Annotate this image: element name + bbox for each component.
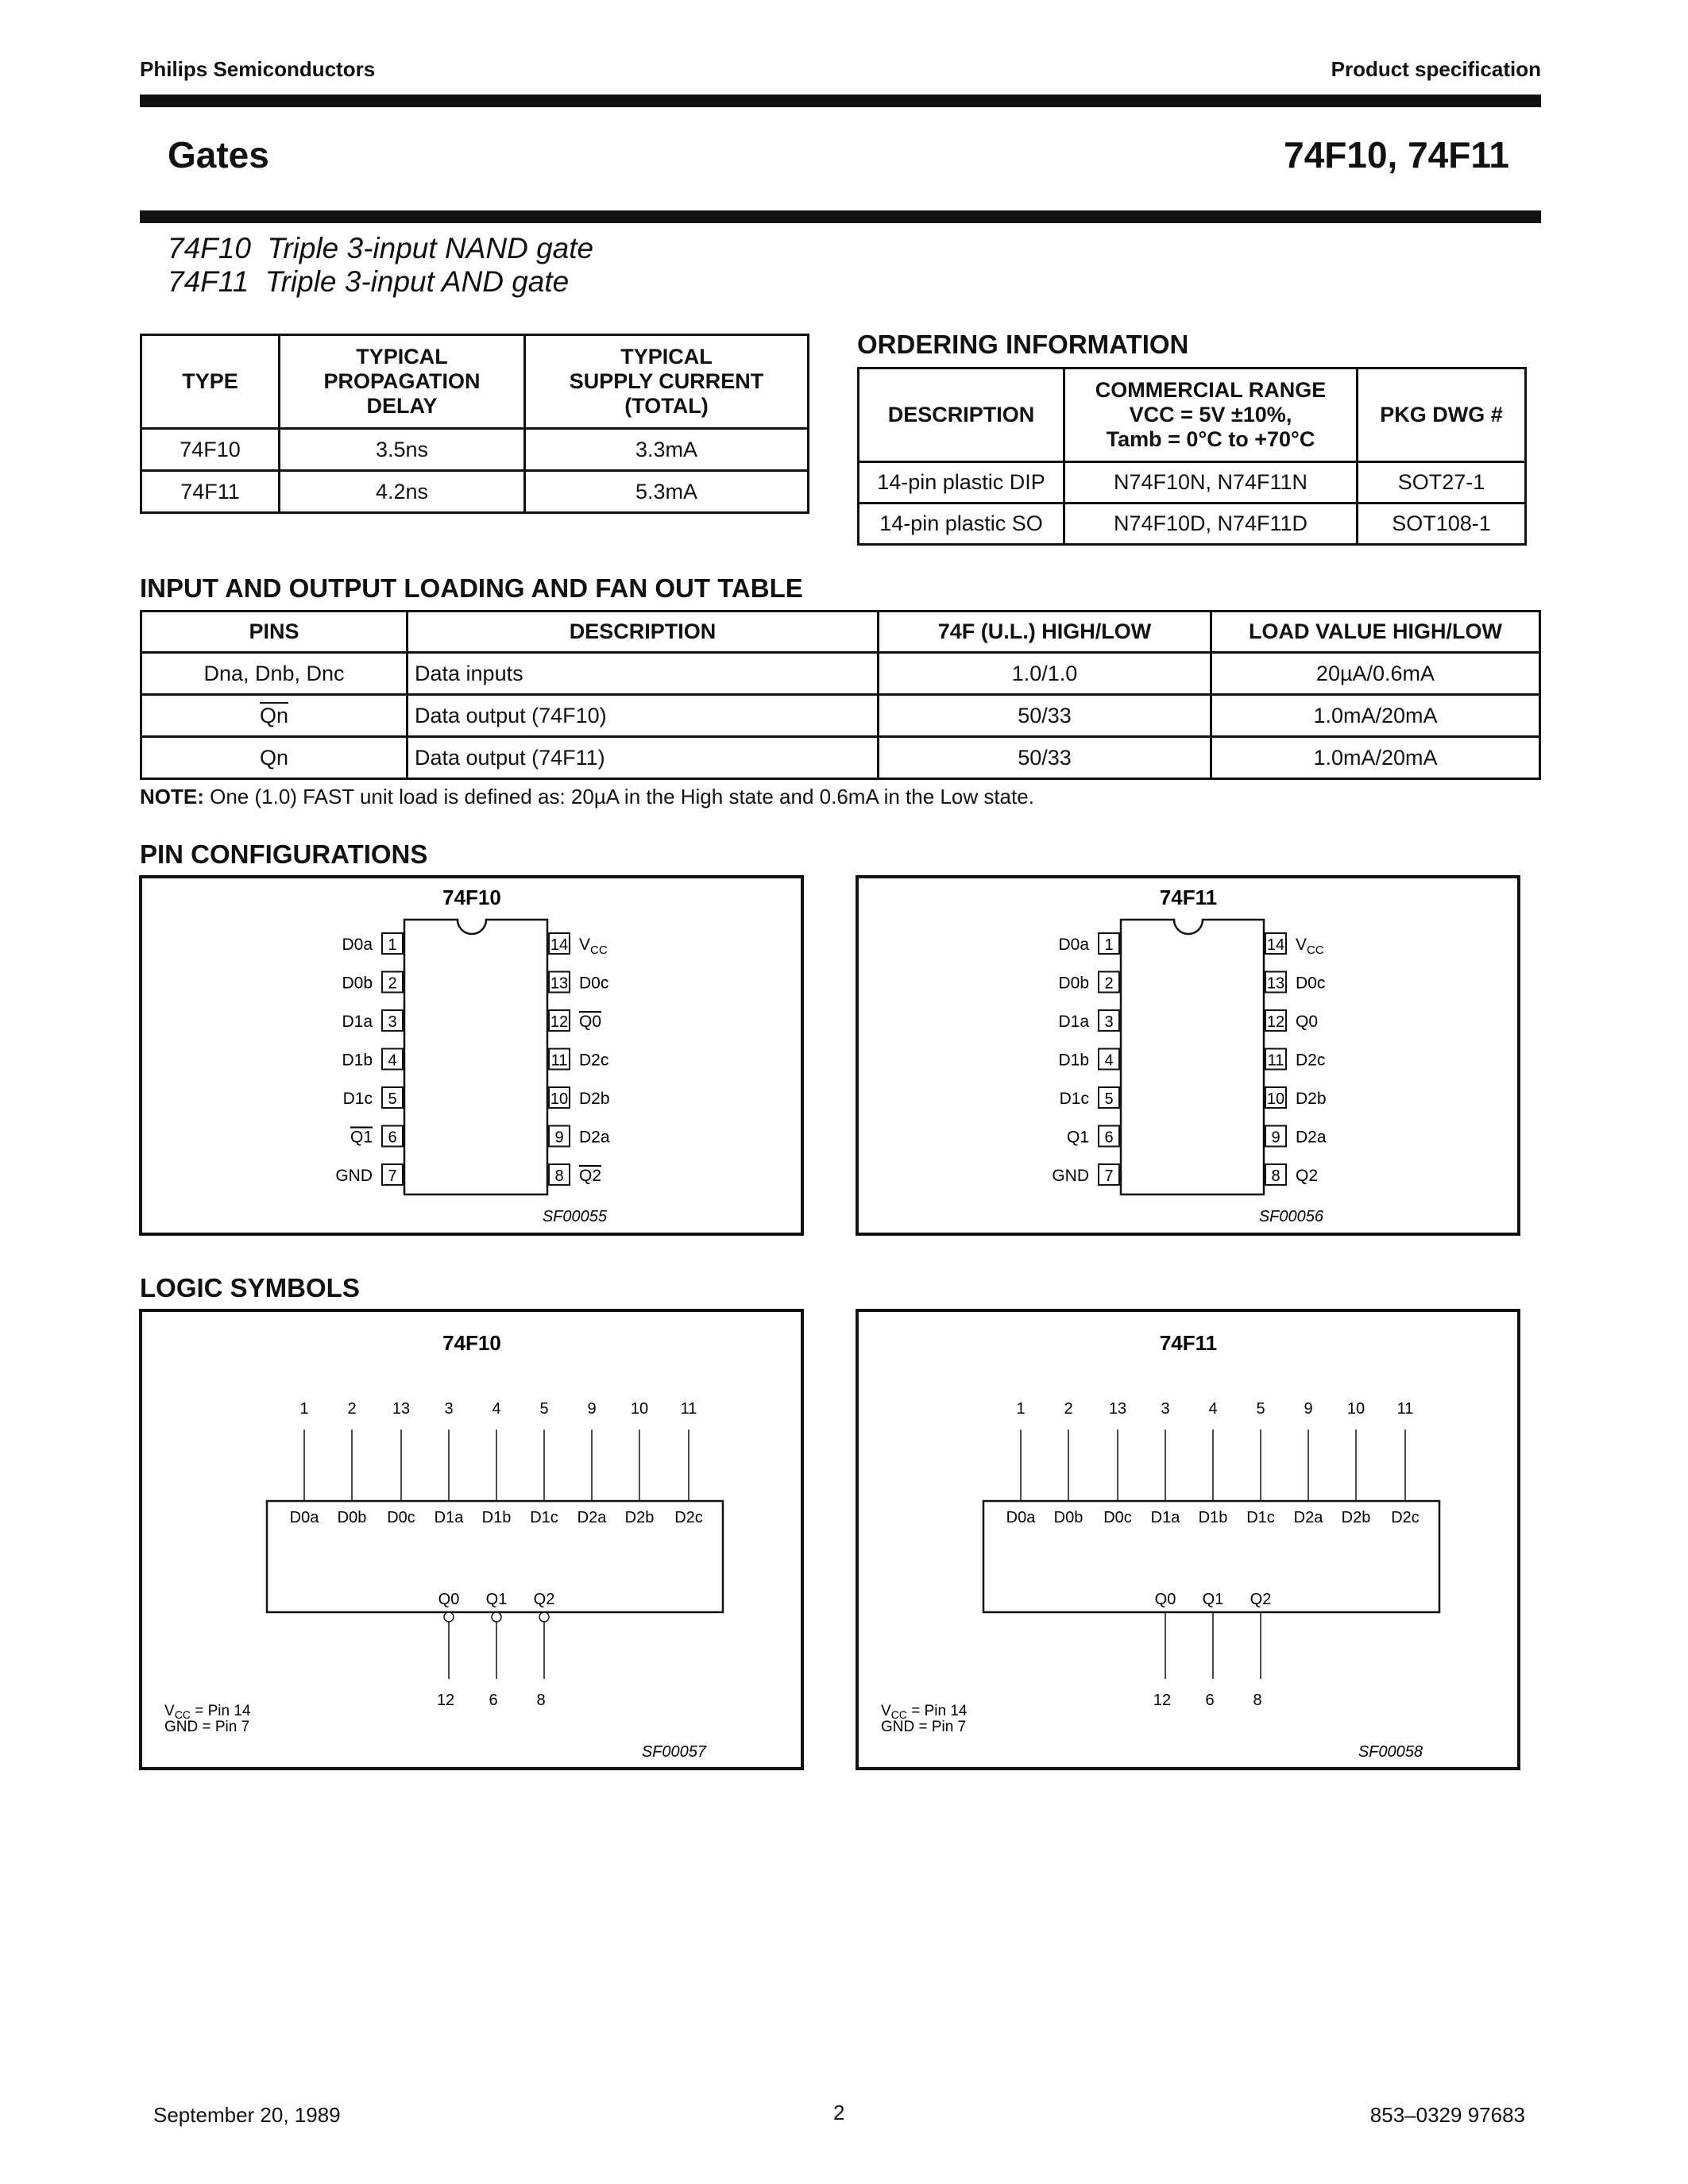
input-pin-number: 10 — [630, 1400, 649, 1418]
cell: N74F10N, N74F11N — [1064, 462, 1358, 504]
input-pin-number: 1 — [299, 1400, 309, 1418]
input-pin-number: 11 — [1396, 1400, 1414, 1418]
cell: Data output (74F11) — [408, 737, 879, 779]
input-label: D2a — [1293, 1509, 1323, 1526]
cell: 14-pin plastic SO — [859, 504, 1064, 545]
pin-number: 11 — [1267, 1051, 1284, 1070]
cell: 3.3mA — [525, 429, 809, 471]
inversion-bubble — [539, 1612, 549, 1622]
output-pin-number: 6 — [489, 1692, 498, 1709]
input-label: D1c — [1246, 1509, 1275, 1526]
pin-label: Q0 — [579, 1013, 602, 1031]
pin-label: $V_{CC}$ — [579, 936, 608, 957]
cell: 5.3mA — [525, 471, 809, 513]
pin-number: 1 — [1104, 936, 1114, 954]
range-title: COMMERCIAL RANGE — [1095, 378, 1327, 402]
input-pin-number: 9 — [587, 1400, 597, 1418]
pin-qn-bar: $\overline{Qn}$ — [259, 703, 289, 727]
pin-label: Q1 — [1066, 1128, 1089, 1147]
pin-diagram-74f11 — [859, 878, 1517, 1233]
input-pin-number: 1 — [1016, 1400, 1026, 1418]
pin-label: D1c — [342, 1090, 373, 1108]
note-gnd: GND = Pin 7 — [164, 1719, 250, 1735]
pin-label: GND — [1052, 1167, 1089, 1185]
input-pin-number: 13 — [392, 1400, 411, 1418]
pin-number: 13 — [550, 974, 569, 993]
cell: 74F11 — [141, 471, 280, 513]
document-type: Product specification — [1331, 57, 1541, 81]
cell: 4.2ns — [280, 471, 525, 513]
input-pin-number: 10 — [1346, 1400, 1365, 1418]
footer-page: 2 — [833, 2101, 845, 2124]
input-label: D2a — [577, 1509, 607, 1526]
input-label: D2b — [1341, 1509, 1371, 1526]
loading-title: INPUT AND OUTPUT LOADING AND FAN OUT TABLE — [140, 573, 803, 603]
subtitle-part: 74F10 — [168, 232, 251, 264]
loading-note — [140, 785, 1034, 809]
input-pin-number: 5 — [539, 1400, 549, 1418]
symbol-title: 74F10 — [442, 1331, 501, 1355]
pin-number: 14 — [550, 936, 569, 954]
output-pin-number: 12 — [436, 1692, 455, 1709]
output-pin-number: 12 — [1153, 1692, 1172, 1709]
input-label: D0c — [387, 1509, 415, 1526]
pin-number: 2 — [388, 974, 397, 993]
chip-body — [1121, 920, 1264, 1194]
output-label: Q0 — [438, 1591, 460, 1608]
input-pin-number: 2 — [347, 1400, 357, 1418]
pin-number: 4 — [388, 1051, 397, 1070]
subtitle-74f11 — [168, 265, 569, 299]
range-vcc: VCC = 5V ±10%, — [1129, 403, 1292, 426]
table-row — [141, 653, 1540, 695]
pin-label: $V_{CC}$ — [1296, 936, 1324, 957]
pin-label: D2c — [579, 1051, 609, 1070]
th-delay: TYPICAL PROPAGATION DELAY — [280, 335, 525, 429]
cell: 74F10 — [141, 429, 280, 471]
cell: 1.0/1.0 — [879, 653, 1211, 695]
note-vcc: $V_{CC}$ = Pin 14 — [164, 1703, 251, 1721]
header-rule-top — [140, 95, 1541, 107]
cell: Data inputs — [408, 653, 879, 695]
cell: Data output (74F10) — [408, 695, 879, 737]
pin-number: 13 — [1266, 974, 1285, 993]
pin-label: D1a — [342, 1013, 373, 1031]
input-pin-number: 11 — [680, 1400, 697, 1418]
pin-number: 10 — [1266, 1090, 1285, 1108]
figure-code: SF00057 — [641, 1743, 706, 1761]
footer-doc-number: 853–0329 97683 — [1369, 2103, 1525, 2127]
th-commercial-range — [1064, 369, 1358, 462]
inversion-bubble — [492, 1612, 501, 1622]
subtitle-desc: Triple 3-input NAND gate — [267, 232, 594, 264]
cell: 3.5ns — [280, 429, 525, 471]
input-label: D0a — [289, 1509, 319, 1526]
input-label: D0b — [337, 1509, 367, 1526]
figure-code: SF00056 — [1258, 1208, 1323, 1225]
logic-diagram-74f10 — [142, 1312, 801, 1767]
pin-label: D2b — [579, 1090, 610, 1108]
input-label: D2c — [674, 1509, 703, 1526]
pin-number: 3 — [388, 1013, 397, 1031]
page-category: Gates — [168, 134, 269, 176]
pin-number: 9 — [1271, 1129, 1280, 1147]
pin-number: 9 — [554, 1129, 564, 1147]
pin-label: D0b — [342, 974, 373, 993]
cell: 1.0mA/20mA — [1211, 695, 1540, 737]
cell: N74F10D, N74F11D — [1064, 504, 1358, 545]
pin-diagram-74f10 — [142, 878, 801, 1233]
input-label: D1a — [1150, 1509, 1180, 1526]
output-pin-number: 8 — [1253, 1692, 1262, 1709]
pin-label: Q2 — [579, 1167, 602, 1185]
input-pin-number: 4 — [1208, 1400, 1218, 1418]
cell — [141, 695, 408, 737]
note-label: NOTE: — [140, 785, 204, 808]
logic-title: LOGIC SYMBOLS — [140, 1273, 360, 1302]
pin-label: D1a — [1058, 1013, 1089, 1031]
figure-code: SF00058 — [1358, 1743, 1423, 1761]
footer-date: September 20, 1989 — [153, 2103, 341, 2127]
chip-title: 74F11 — [1159, 886, 1218, 909]
pin-label: Q1 — [350, 1128, 373, 1147]
input-label: D1b — [481, 1509, 512, 1526]
cell: 50/33 — [879, 737, 1211, 779]
input-label: D1b — [1198, 1509, 1228, 1526]
cell: 50/33 — [879, 695, 1211, 737]
pin-number: 4 — [1104, 1051, 1114, 1070]
output-label: Q0 — [1154, 1591, 1176, 1608]
cell: SOT108-1 — [1358, 504, 1526, 545]
subtitle-74f10 — [168, 232, 593, 265]
input-label: D0b — [1053, 1509, 1083, 1526]
input-pin-number: 3 — [1161, 1400, 1170, 1418]
subtitle-desc: Triple 3-input AND gate — [265, 265, 570, 298]
input-pin-number: 9 — [1304, 1400, 1313, 1418]
pin-label: D2a — [1296, 1128, 1327, 1147]
pin-label: Q0 — [1296, 1013, 1319, 1031]
pin-number: 8 — [554, 1167, 564, 1185]
note-text: One (1.0) FAST unit load is defined as: 20µA in the High state and 0.6mA in the Low state. — [210, 785, 1034, 808]
pin-number: 3 — [1104, 1013, 1114, 1031]
output-label: Q2 — [1250, 1591, 1272, 1608]
th-type: TYPE — [141, 335, 280, 429]
input-label: D2b — [624, 1509, 655, 1526]
input-label: D0c — [1103, 1509, 1132, 1526]
part-numbers: 74F10, 74F11 — [1284, 134, 1509, 176]
input-label: D2c — [1391, 1509, 1420, 1526]
figure-code: SF00055 — [542, 1208, 607, 1225]
subtitle-part: 74F11 — [168, 265, 249, 298]
output-pin-number: 8 — [536, 1692, 546, 1709]
th-pins: PINS — [141, 612, 408, 653]
pin-label: D1c — [1059, 1090, 1089, 1108]
loading-table — [140, 610, 1541, 780]
header-rule-bottom — [140, 210, 1541, 223]
pin-label: D0b — [1058, 974, 1089, 993]
cell: SOT27-1 — [1358, 462, 1526, 504]
output-label: Q1 — [1202, 1591, 1224, 1608]
pin-label: D2a — [579, 1128, 610, 1147]
pin-number: 5 — [1104, 1090, 1114, 1108]
input-pin-number: 3 — [444, 1400, 454, 1418]
logic-diagram-74f11 — [859, 1312, 1517, 1767]
pin-label: D1b — [1058, 1051, 1089, 1070]
th-description: DESCRIPTION — [408, 612, 879, 653]
pin-number: 2 — [1104, 974, 1114, 993]
cell: 20µA/0.6mA — [1211, 653, 1540, 695]
input-pin-number: 5 — [1256, 1400, 1265, 1418]
output-label: Q1 — [485, 1591, 508, 1608]
th-ul: 74F (U.L.) HIGH/LOW — [879, 612, 1211, 653]
input-pin-number: 2 — [1064, 1400, 1073, 1418]
pin-label: D0c — [579, 974, 609, 993]
input-pin-number: 4 — [492, 1400, 501, 1418]
pin-number: 6 — [1104, 1129, 1114, 1147]
input-pin-number: 13 — [1108, 1400, 1127, 1418]
company-name: Philips Semiconductors — [140, 57, 376, 81]
input-label: D0a — [1006, 1509, 1036, 1526]
pin-label: D2c — [1296, 1051, 1326, 1070]
pin-label: D2b — [1296, 1090, 1327, 1108]
pin-number: 8 — [1271, 1167, 1280, 1185]
pin-label: D1b — [342, 1051, 373, 1070]
chip-body — [404, 920, 547, 1194]
th-load: LOAD VALUE HIGH/LOW — [1211, 612, 1540, 653]
pin-number: 14 — [1266, 936, 1285, 954]
type-table — [140, 334, 809, 514]
input-label: D1a — [434, 1509, 464, 1526]
symbol-title: 74F11 — [1159, 1331, 1218, 1355]
th-description: DESCRIPTION — [859, 369, 1064, 462]
pin-number: 1 — [388, 936, 397, 954]
cell: 1.0mA/20mA — [1211, 737, 1540, 779]
pin-number: 11 — [550, 1051, 568, 1070]
pin-label: Q2 — [1296, 1167, 1319, 1185]
output-label: Q2 — [533, 1591, 555, 1608]
th-current: TYPICAL SUPPLY CURRENT (TOTAL) — [525, 335, 809, 429]
ordering-title: ORDERING INFORMATION — [857, 330, 1189, 359]
output-pin-number: 6 — [1205, 1692, 1215, 1709]
pin-number: 12 — [550, 1013, 569, 1031]
cell: Qn — [141, 737, 408, 779]
pin-label: D0a — [342, 936, 373, 954]
logic-box-74f11 — [856, 1309, 1520, 1770]
table-row — [141, 695, 1540, 737]
inversion-bubble — [444, 1612, 454, 1622]
pin-number: 12 — [1266, 1013, 1285, 1031]
cell: Dna, Dnb, Dnc — [141, 653, 408, 695]
pin-number: 7 — [388, 1167, 397, 1185]
pin-label: GND — [335, 1167, 373, 1185]
th-pkg-dwg: PKG DWG # — [1358, 369, 1526, 462]
pin-number: 10 — [550, 1090, 569, 1108]
chip-title: 74F10 — [442, 886, 501, 909]
pin-number: 6 — [388, 1129, 397, 1147]
pin-number: 7 — [1104, 1167, 1114, 1185]
range-temp: Tamb = 0°C to +70°C — [1106, 427, 1315, 451]
cell: 14-pin plastic DIP — [859, 462, 1064, 504]
note-vcc: $V_{CC}$ = Pin 14 — [881, 1703, 968, 1721]
table-row — [141, 737, 1540, 779]
pin-config-box-74f11 — [856, 875, 1520, 1236]
pin-label: D0c — [1296, 974, 1326, 993]
pin-number: 5 — [388, 1090, 397, 1108]
ordering-table — [857, 367, 1527, 546]
pin-label: D0a — [1058, 936, 1089, 954]
pin-config-title: PIN CONFIGURATIONS — [140, 839, 428, 869]
pin-config-box-74f10 — [139, 875, 804, 1236]
note-gnd: GND = Pin 7 — [881, 1719, 967, 1735]
input-label: D1c — [530, 1509, 558, 1526]
logic-box-74f10 — [139, 1309, 804, 1770]
